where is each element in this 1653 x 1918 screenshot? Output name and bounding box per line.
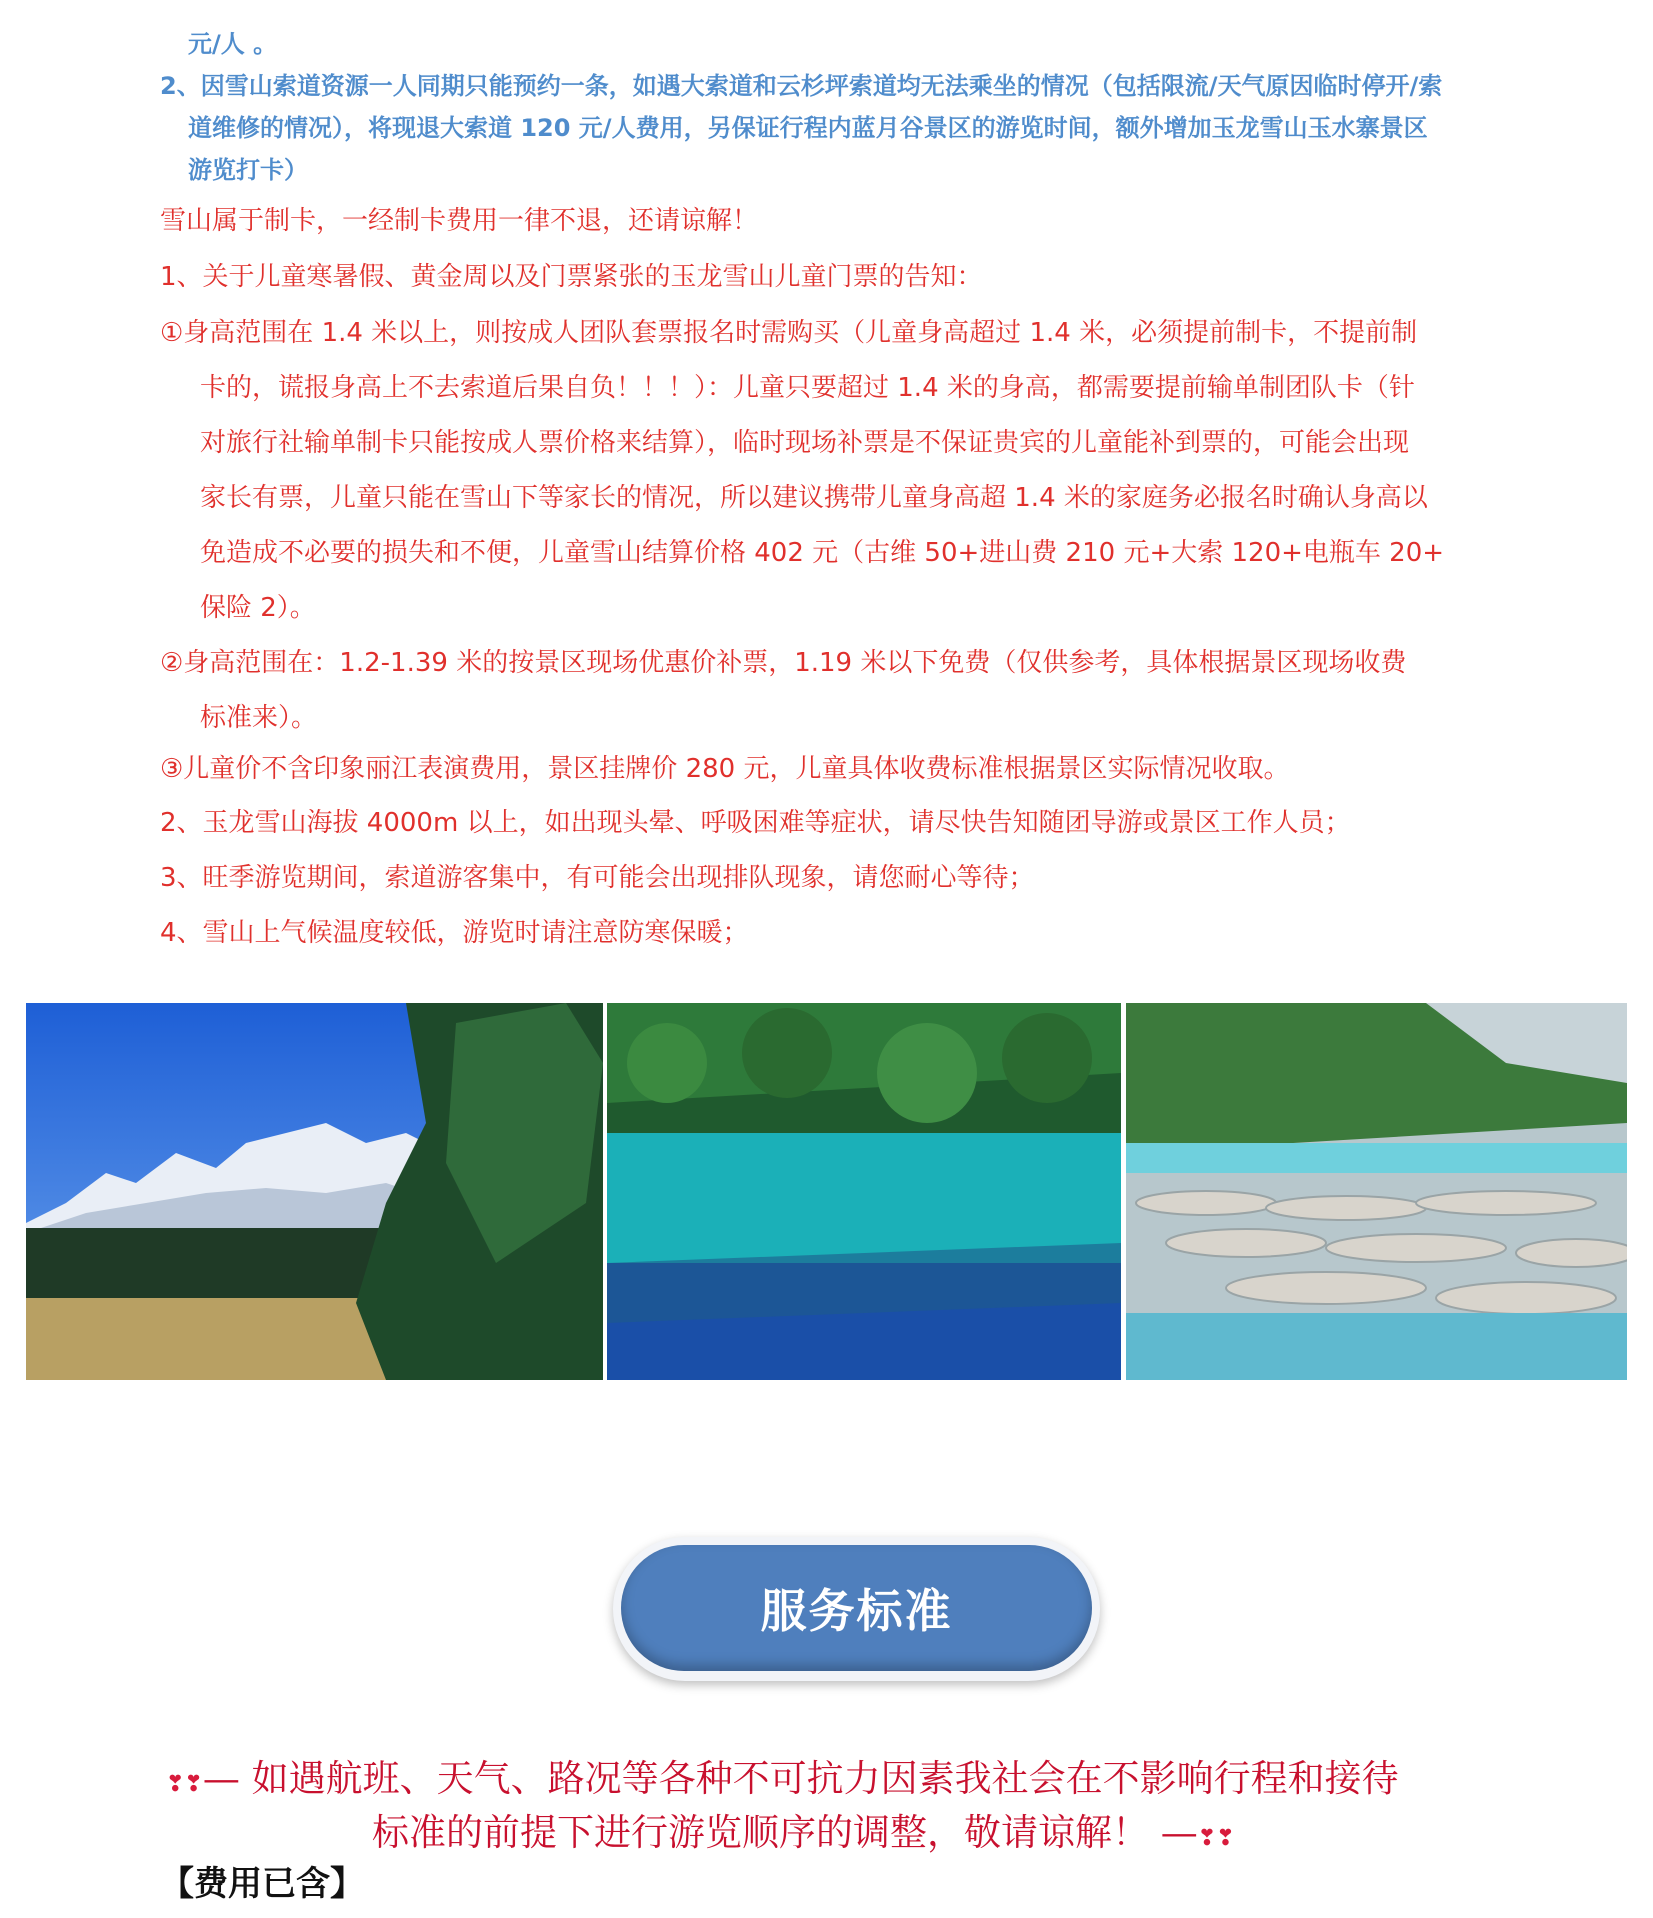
child-rule-3: ③儿童价不含印象丽江表演费用，景区挂牌价 280 元，儿童具体收费标准根据景区实际情况收取。 (160, 754, 1290, 784)
altitude-note: 2、玉龙雪山海拔 4000m 以上，如出现头晕、呼吸困难等症状，请尽快告知随团导游或景区工作人员； (160, 808, 1351, 838)
service-standard-button-frame (613, 1537, 1100, 1681)
child-rule-1-line-2: 卡的，谎报身高上不去索道后果自负！！！）：儿童只要超过 1.4 米的身高，都需要提前输单制团队卡（针 (200, 373, 1415, 403)
child-rule-2-line-2: 标准来）。 (200, 703, 318, 733)
child-rule-1-line-1: ①身高范围在 1.4 米以上，则按成人团队套票报名时需购买（儿童身高超过 1.4 米，必须提前制卡，不提前制 (160, 318, 1418, 348)
heart-icon: ❣❣ (1197, 1826, 1235, 1851)
card-notice: 雪山属于制卡，一经制卡费用一律不退，还请谅解！ (160, 206, 759, 236)
blue-note-line-2: 道维修的情况），将现退大索道 120 元/人费用，另保证行程内蓝月谷景区的游览时间，额外增加玉龙雪山玉水寨景区 (188, 114, 1428, 142)
child-rule-1-line-5: 免造成不必要的损失和不便，儿童雪山结算价格 402 元（古维 50+进山费 210 元+大索 120+电瓶车 20+ (200, 538, 1445, 568)
force-majeure-notice-line-2: 标准的前提下进行游览顺序的调整，敬请谅解！ —❣❣ (372, 1811, 1235, 1854)
force-majeure-notice-line-1: ❣❣— 如遇航班、天气、路况等各种不可抗力因素我社会在不影响行程和接待 (166, 1757, 1399, 1800)
warmth-note: 4、雪山上气候温度较低，游览时请注意防寒保暖； (160, 918, 749, 948)
child-rule-1-line-3: 对旅行社输单制卡只能按成人票价格来结算），临时现场补票是不保证贵宾的儿童能补到票的，可能会出现 (200, 428, 1410, 458)
blue-note-line-3: 游览打卡） (188, 156, 308, 184)
child-rule-1-line-6: 保险 2）。 (200, 593, 316, 623)
queue-note: 3、旺季游览期间，索道游客集中，有可能会出现排队现象，请您耐心等待； (160, 863, 1035, 893)
child-ticket-title: 1、关于儿童寒暑假、黄金周以及门票紧张的玉龙雪山儿童门票的告知： (160, 262, 983, 292)
white-water-terraces-photo (1126, 1003, 1627, 1380)
blue-lake-photo (607, 1003, 1121, 1380)
photo-strip (26, 1003, 1627, 1380)
child-rule-2-line-1: ②身高范围在：1.2-1.39 米的按景区现场优惠价补票，1.19 米以下免费（仅供参考，具体根据景区现场收费 (160, 648, 1407, 678)
heart-icon: ❣❣ (166, 1772, 203, 1797)
fee-included-heading: 【费用已含】 (160, 1864, 364, 1904)
blue-note-line-1: 2、因雪山索道资源一人同期只能预约一条，如遇大索道和云杉坪索道均无法乘坐的情况（包括限流/天气原因临时停开/索 (160, 72, 1443, 100)
child-rule-1-line-4: 家长有票，儿童只能在雪山下等家长的情况，所以建议携带儿童身高超 1.4 米的家庭务必报名时确认身高以 (200, 483, 1428, 513)
blue-note-line-0: 元/人 。 (188, 30, 278, 58)
snow-mountain-photo (26, 1003, 603, 1380)
service-standard-button[interactable]: 服务标准 (621, 1545, 1092, 1671)
